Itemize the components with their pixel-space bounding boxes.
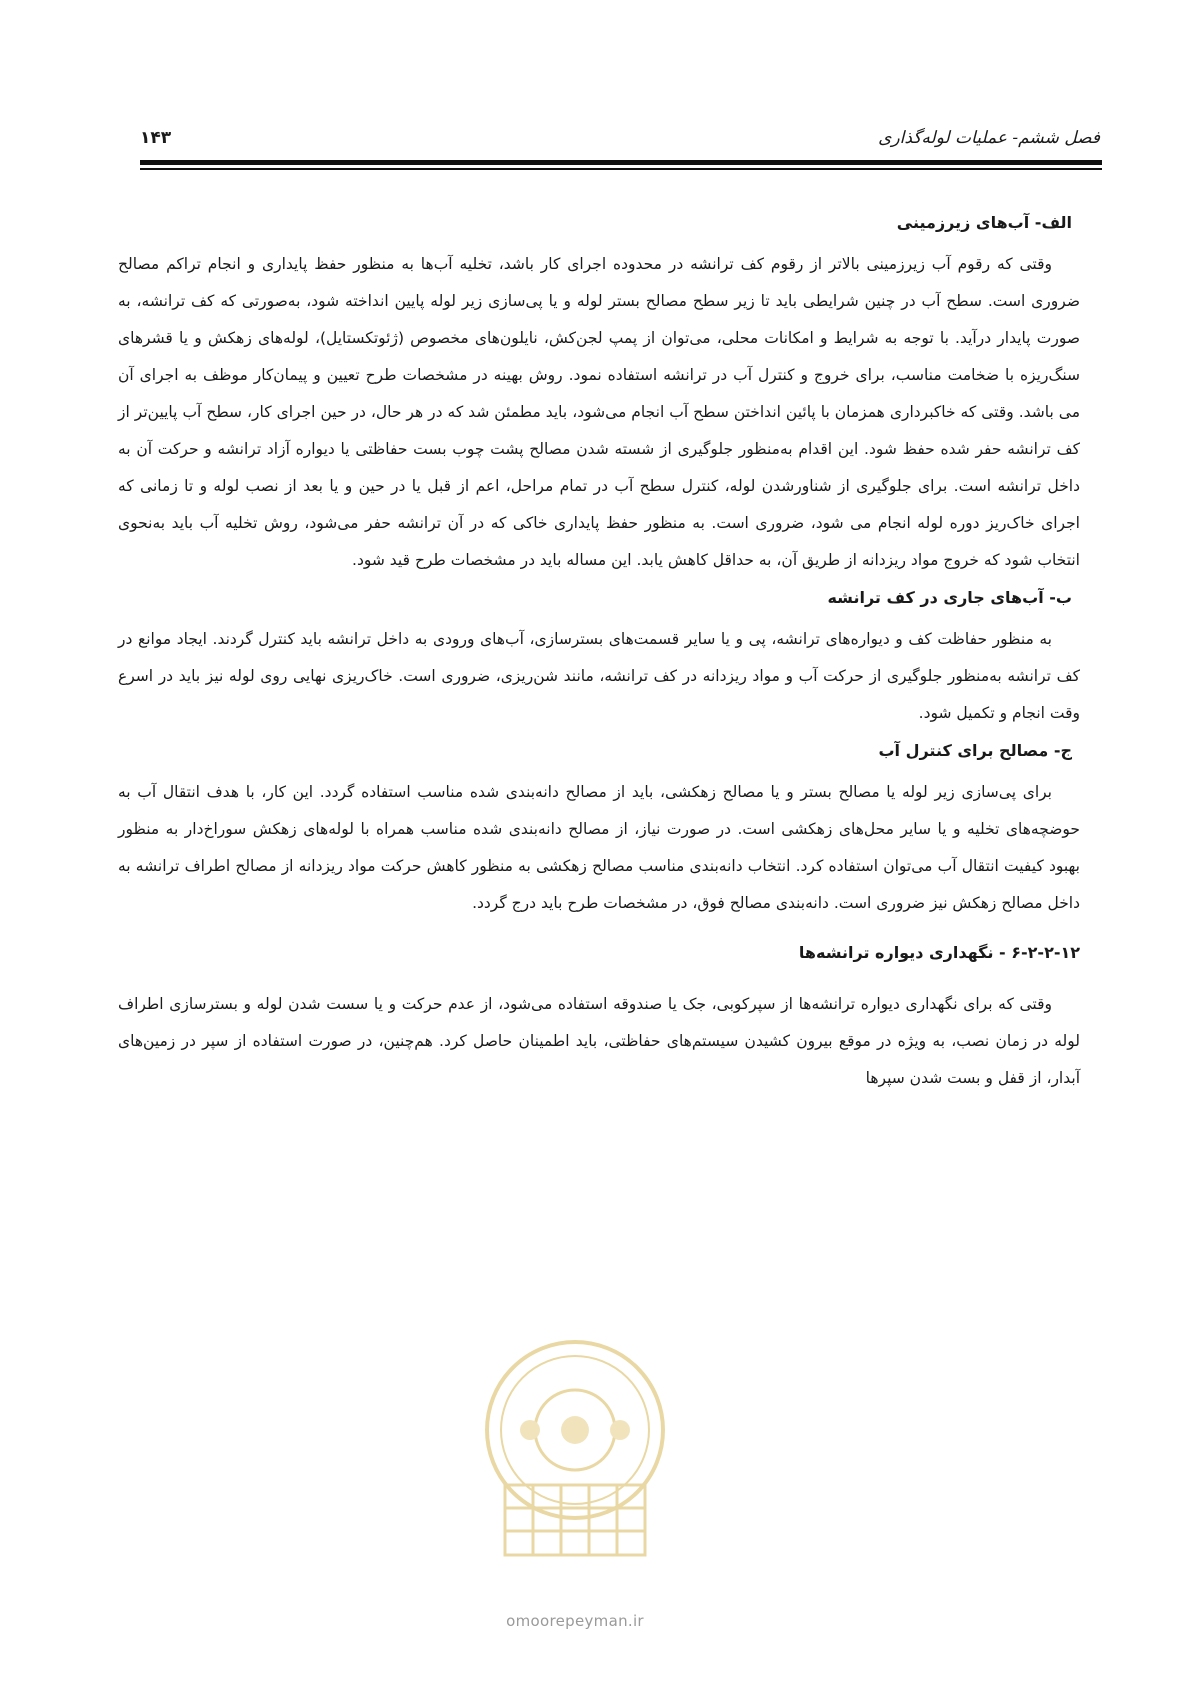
section-heading-trench-walls: ۶-۲-۲-۱۲ - نگهداری دیواره ترانشه‌ها [798,943,1080,962]
watermark-url: omoorepeyman.ir [506,1612,644,1630]
heading-groundwater: الف- آب‌های زیرزمینی [896,213,1072,232]
watermark-seal-icon [470,1335,680,1565]
paragraph-running-water: به منظور حفاظت کف و دیواره‌های ترانشه، پی و یا سایر قسمت‌های بسترسازی، آب‌های ورودی به داخل ترانشه باید کنترل گردند. ایجاد موانع در کف ترانشه به‌منظور جلوگیری از حرکت آب و مواد ریزدانه در کف ترانشه، مانند شن‌ریزی، ضروری است. خاک‌ریزی نهایی روی لوله نیز باید در اسرع وقت انجام و تکمیل شود. [118,630,1080,722]
page-body [118,212,1080,1105]
header-rule-thick [140,160,1102,165]
header-rule-thin [140,168,1102,170]
page-header [140,128,1100,152]
paragraph-water-control-materials: برای پی‌سازی زیر لوله یا مصالح بستر و یا مصالح زهکشی، باید از مصالح دانه‌بندی شده مناسب استفاده گردد. این کار، با هدف انتقال آب به حوضچه‌های تخلیه و یا سایر محل‌های زهکشی است. در صورت نیاز، از مصالح دانه‌بندی شده مناسب همراه با لوله‌های زهکش سوراخ‌دار به منظور بهبود کیفیت انتقال آب می‌توان استفاده کرد. انتخاب دانه‌بندی مناسب مصالح زهکشی به منظور کاهش حرکت مواد ریزدانه از مصالح اطراف ترانشه به داخل مصالح زهکش نیز ضروری است. دانه‌بندی مصالح فوق، در مشخصات طرح باید درج گردد. [118,783,1080,912]
heading-running-water: ب- آب‌های جاری در کف ترانشه [827,588,1072,607]
paragraph-trench-walls: وقتی که برای نگهداری دیواره ترانشه‌ها از سپرکوبی، جک یا صندوقه استفاده می‌شود، از عدم حرکت و یا سست شدن لوله و بسترسازی اطراف لوله در زمان نصب، به ویژه در موقع بیرون کشیدن سیستم‌های حفاظتی، باید اطمینان حاصل کرد. هم‌چنین، در صورت استفاده از سپر در زمین‌های آبدار، از قفل و بست شدن سپرها [118,995,1080,1087]
chapter-title: فصل ششم- عملیات لوله‌گذاری [878,128,1100,148]
page-number: ۱۴۳ [140,128,172,148]
paragraph-groundwater: وقتی که رقوم آب زیرزمینی بالاتر از رقوم کف ترانشه در محدوده اجرای کار باشد، تخلیه آب‌ها به منظور حفظ پایداری و انجام تراکم مصالح ضروری است. سطح آب در چنین شرایطی باید تا زیر سطح مصالح بستر لوله و یا پی‌سازی زیر لوله پایین انداخته شود، به‌صورتی که کف ترانشه، به صورت پایدار درآید. با توجه به شرایط و امکانات محلی، می‌توان از پمپ لجن‌کش، نایلون‌های مخصوص (ژئوتکستایل)، لوله‌های زهکش و یا قشرهای سنگ‌ریزه با ضخامت مناسب، برای خروج و کنترل آب در ترانشه استفاده نمود. روش بهینه در مشخصات طرح تعیین و پیمان‌کار موظف به اجرای آن می باشد. وقتی که خاکبرداری همزمان با پائین انداختن سطح آب انجام می‌شود، باید مطمئن شد که در هر حال، در حین اجرای کار، سطح آب پایین‌تر از کف ترانشه حفر شده حفظ شود. این اقدام به‌منظور جلوگیری از شسته شدن مصالح پشت چوب بست حفاظتی یا دیواره آزاد ترانشه و حرکت آن به داخل ترانشه است. برای جلوگیری از شناورشدن لوله، کنترل سطح آب در تمام مراحل، اعم از قبل یا در حین و یا بعد از نصب لوله و تا زمانی که اجرای خاک‌ریز دوره لوله انجام می شود، ضروری است. به منظور حفظ پایداری خاکی که در آن ترانشه حفر می‌شود، روش تخلیه آب باید به‌نحوی انتخاب شود که خروج مواد ریزدانه از طریق آن، به حداقل کاهش یابد. این مساله باید در مشخصات طرح قید شود. [118,255,1080,569]
heading-water-control-materials: ج- مصالح برای کنترل آب [878,741,1072,760]
